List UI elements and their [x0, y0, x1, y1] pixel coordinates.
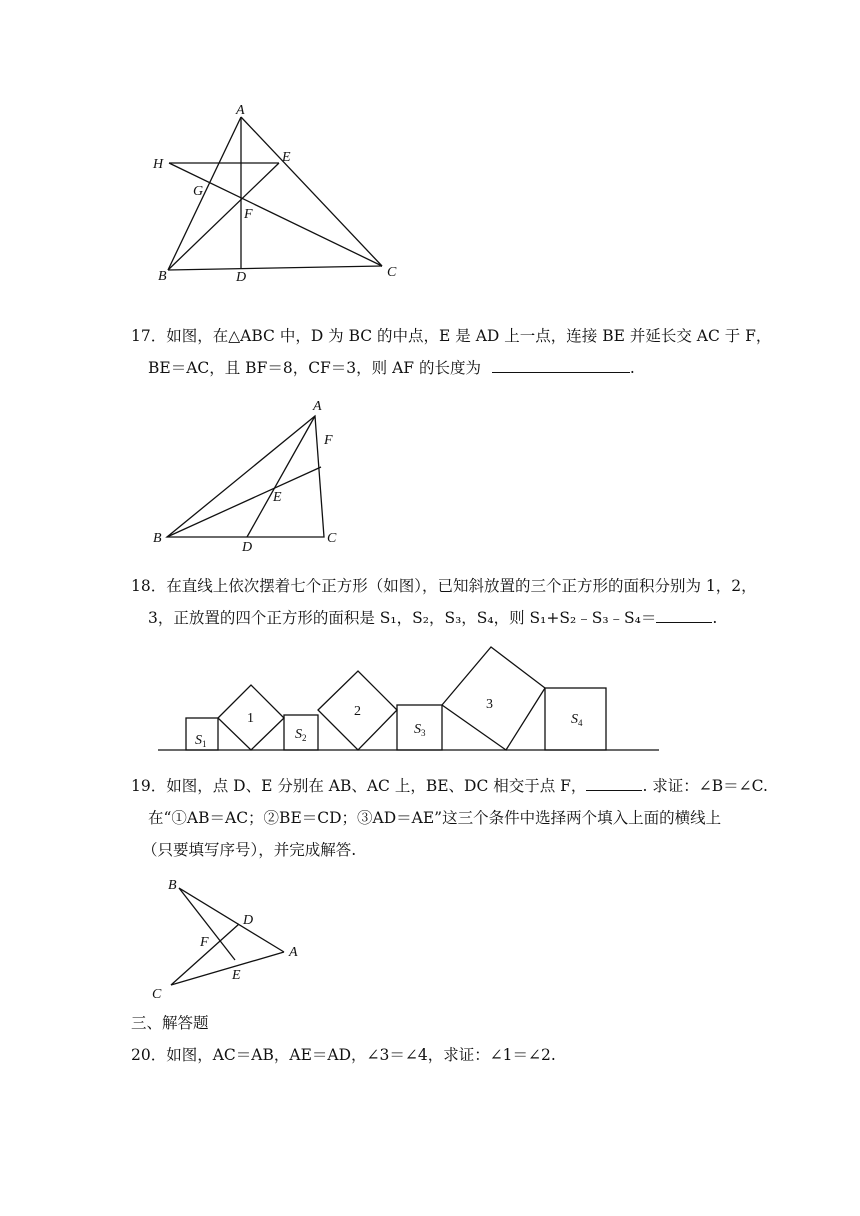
fig19-label-e: E	[232, 968, 241, 983]
fig19-label-f: F	[200, 935, 209, 950]
q18-answer-blank[interactable]	[656, 608, 712, 623]
fig19-label-b: B	[168, 878, 177, 893]
fig19-label-c: C	[152, 987, 162, 1002]
figure-19	[148, 872, 318, 1002]
q19-text-line1a: 如图，点 D、E 分别在 AB、AC 上，BE、DC 相交于点 F，	[166, 777, 587, 795]
fig16-label-f: F	[244, 207, 253, 222]
fig18-label-2: 2	[354, 704, 361, 719]
square-3	[442, 647, 545, 750]
fig18-label-s1: $S_1$	[195, 733, 207, 749]
q19-number: 19．	[131, 777, 167, 795]
q19-text-line1b: . 求证：∠B＝∠C.	[642, 777, 768, 795]
fig16-label-c: C	[387, 265, 397, 280]
fig19-label-d: D	[243, 913, 254, 928]
q20-line1	[131, 1045, 556, 1065]
fig17-label-b: B	[153, 531, 162, 546]
section-3-title: 三、解答题	[131, 1014, 209, 1032]
fig17-label-f: F	[324, 433, 333, 448]
fig18-label-s4: $S_4$	[571, 712, 583, 728]
q17-line1	[131, 326, 771, 346]
fig18-label-1: 1	[247, 711, 254, 726]
q17-answer-blank[interactable]	[492, 358, 630, 373]
fig16-label-d: D	[236, 270, 247, 285]
q17-text-line1: 如图，在△ABC 中，D 为 BC 的中点，E 是 AD 上一点，连接 BE 并延长交 AC 于 F，	[166, 327, 772, 345]
fig16-label-b: B	[158, 269, 167, 284]
q18-line2	[148, 608, 717, 628]
q19-line1	[131, 776, 768, 796]
q18-line1	[131, 576, 757, 596]
fig17-label-d: D	[242, 540, 253, 555]
fig16-label-a: A	[236, 103, 245, 118]
fig17-label-c: C	[327, 531, 337, 546]
q17-number: 17．	[131, 327, 167, 345]
q18-number: 18．	[131, 577, 167, 595]
q18-text-line2-end: .	[712, 609, 718, 627]
fig18-label-s3: $S_3$	[414, 722, 426, 738]
fig19-label-a: A	[289, 945, 298, 960]
fig16-label-g: G	[193, 184, 204, 199]
q19-text-line2: 在“①AB＝AC；②BE＝CD；③AD＝AE”这三个条件中选择两个填入上面的横线上	[148, 809, 722, 827]
figure-16	[140, 100, 420, 290]
fig17-label-e: E	[273, 490, 282, 505]
q19-line2	[148, 808, 721, 828]
figure-17	[145, 393, 355, 555]
q19-line3	[142, 840, 356, 860]
q18-text-line2: 3，正放置的四个正方形的面积是 S₁，S₂，S₃，S₄，则 S₁+S₂﹣S₃﹣S₄＝	[148, 609, 657, 627]
q20-text-line1: 如图，AC＝AB，AE＝AD，∠3＝∠4，求证：∠1＝∠2.	[166, 1046, 556, 1064]
fig18-label-s2: $S_2$	[295, 727, 307, 743]
q18-text-line1: 在直线上依次摆着七个正方形（如图），已知斜放置的三个正方形的面积分别为 1，2，	[166, 577, 757, 595]
q17-line2	[148, 358, 635, 378]
figure-18	[150, 640, 670, 760]
q17-text-line2: BE＝AC，且 BF＝8，CF＝3，则 AF 的长度为	[148, 359, 481, 377]
q19-condition-blank[interactable]	[586, 776, 642, 791]
q17-text-line2-end: .	[629, 359, 635, 377]
fig17-label-a: A	[313, 399, 322, 414]
q19-text-line3: （只要填写序号），并完成解答.	[142, 841, 357, 859]
fig18-label-3: 3	[486, 697, 493, 712]
fig16-label-e: E	[282, 150, 291, 165]
q20-number: 20．	[131, 1046, 167, 1064]
fig16-label-h: H	[153, 157, 164, 172]
